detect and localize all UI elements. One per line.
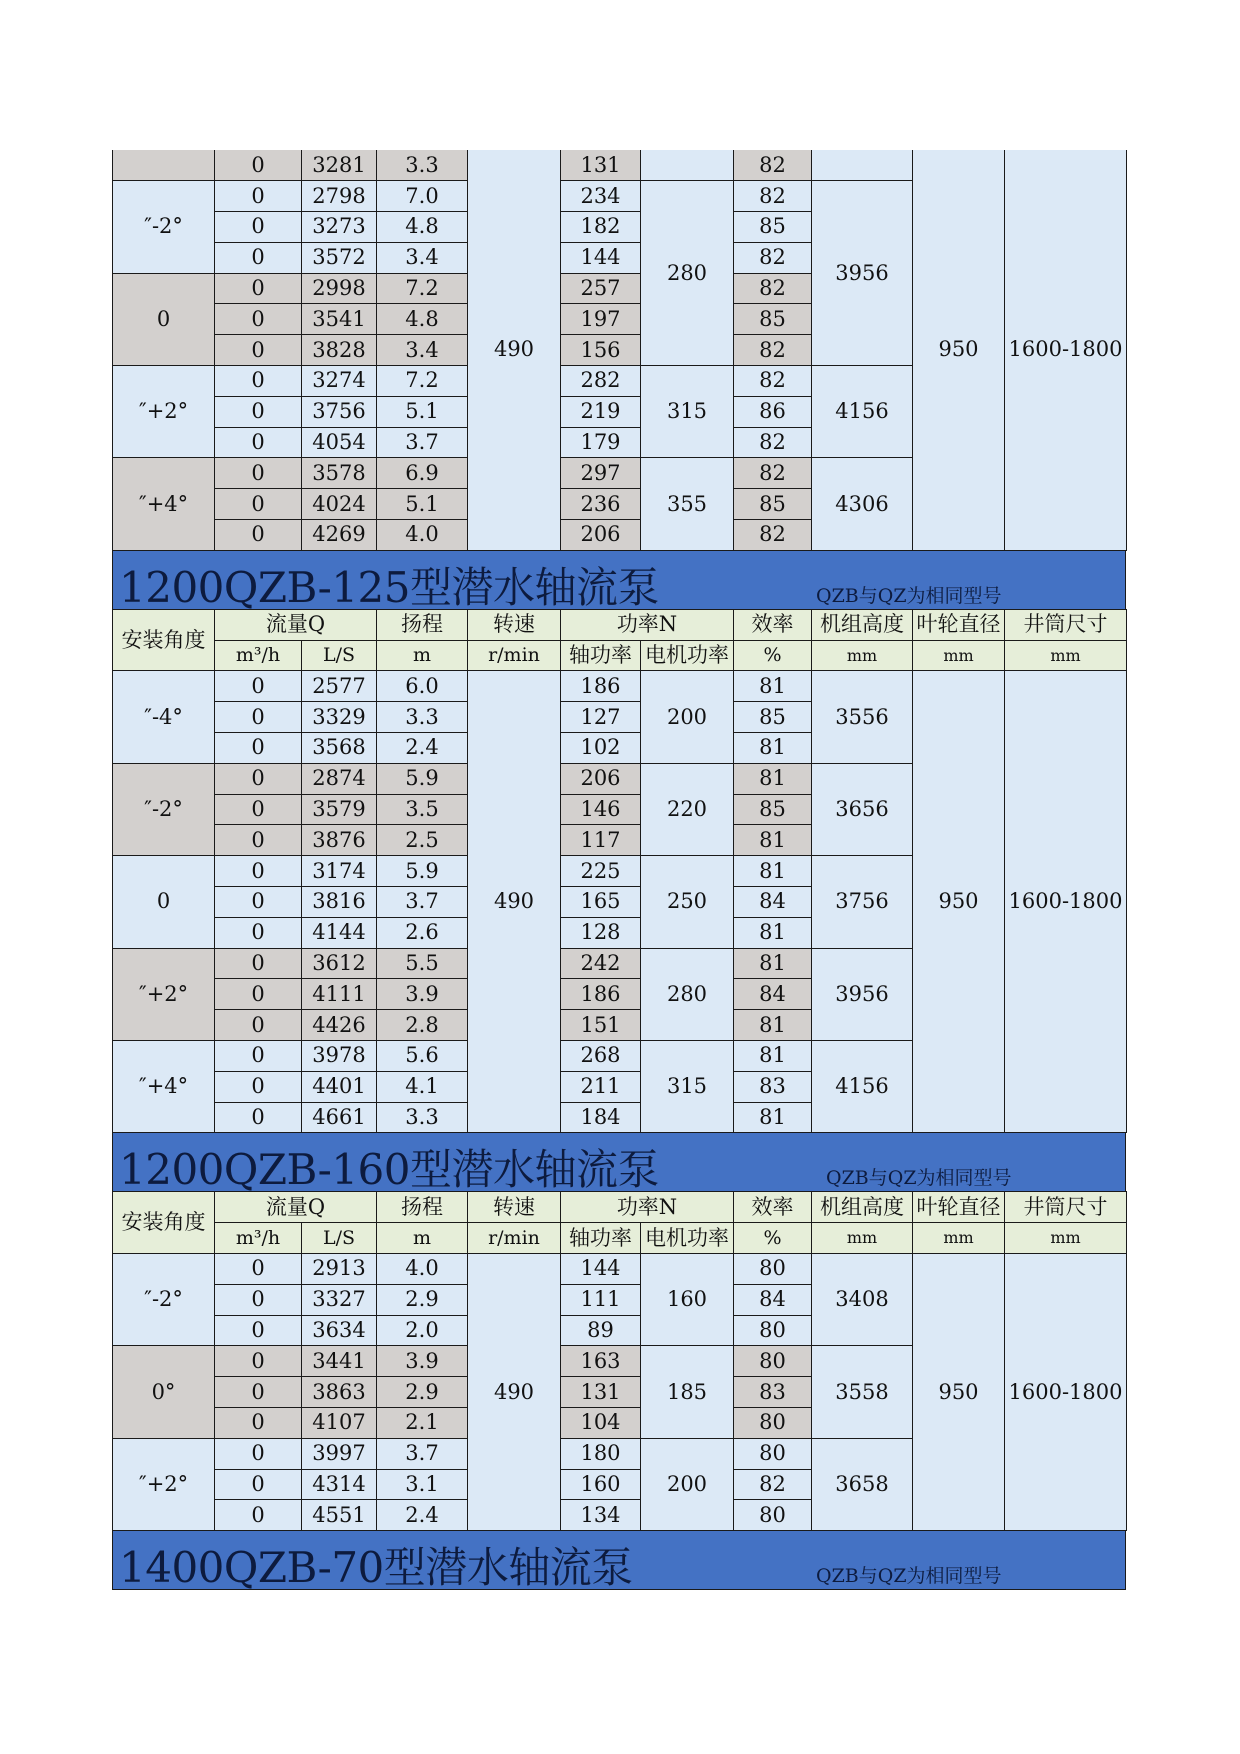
flow-m3h-cell: 0: [215, 794, 302, 825]
efficiency-cell: 80: [734, 1254, 812, 1285]
section-title: 1200QZB-160型潜水轴流泵: [119, 1145, 660, 1195]
header-shaft-power: 轴功率: [561, 1223, 641, 1254]
head-cell: 3.5: [377, 794, 468, 825]
flow-m3h-cell: 0: [215, 917, 302, 948]
efficiency-cell: 85: [734, 794, 812, 825]
header-flow-ls: L/S: [302, 640, 377, 671]
efficiency-cell: 82: [734, 366, 812, 397]
motor-power-cell: 355: [641, 458, 734, 550]
flow-m3h-cell: 0: [215, 948, 302, 979]
flow-ls-cell: 4111: [302, 979, 377, 1010]
flow-ls-cell: 4024: [302, 489, 377, 520]
head-cell: 3.9: [377, 1346, 468, 1377]
motor-power-cell: 315: [641, 1041, 734, 1133]
header-flow-m3h: m³/h: [215, 640, 302, 671]
unit-height-cell: 3956: [812, 181, 913, 366]
unit-height-cell: [812, 150, 913, 181]
head-cell: 7.2: [377, 273, 468, 304]
header-motor-power: 电机功率: [641, 1223, 734, 1254]
motor-power-cell: 280: [641, 181, 734, 366]
efficiency-cell: 81: [734, 763, 812, 794]
head-cell: 5.1: [377, 489, 468, 520]
unit-height-cell: 3756: [812, 856, 913, 948]
section-title-bar: [112, 1531, 1126, 1593]
header-head-unit: m: [377, 640, 468, 671]
flow-m3h-cell: 0: [215, 366, 302, 397]
flow-m3h-cell: 0: [215, 458, 302, 489]
flow-m3h-cell: 0: [215, 489, 302, 520]
flow-m3h-cell: 0: [215, 856, 302, 887]
header-speed: 转速: [468, 1192, 561, 1223]
unit-height-cell: 4156: [812, 1041, 913, 1133]
angle-cell: 0°: [113, 1346, 215, 1438]
flow-ls-cell: 3756: [302, 396, 377, 427]
shaft-power-cell: 144: [561, 242, 641, 273]
shaft-power-cell: 180: [561, 1438, 641, 1469]
efficiency-cell: 80: [734, 1315, 812, 1346]
efficiency-cell: 81: [734, 856, 812, 887]
unit-height-cell: 3408: [812, 1254, 913, 1346]
head-cell: 3.9: [377, 979, 468, 1010]
shaft-power-cell: 186: [561, 671, 641, 702]
table-row: [113, 671, 1127, 702]
efficiency-cell: 83: [734, 1377, 812, 1408]
flow-m3h-cell: 0: [215, 1071, 302, 1102]
shaft-power-cell: 268: [561, 1041, 641, 1072]
spec-table: [112, 1191, 1127, 1531]
shaft-power-cell: 151: [561, 1010, 641, 1041]
header-unit-height: 机组高度: [812, 609, 913, 640]
unit-height-cell: 4306: [812, 458, 913, 550]
header-well: 井筒尺寸: [1005, 609, 1127, 640]
shaft-power-cell: 160: [561, 1469, 641, 1500]
shaft-power-cell: 131: [561, 1377, 641, 1408]
header-power: 功率N: [561, 1192, 734, 1223]
motor-power-cell: 200: [641, 1438, 734, 1530]
efficiency-cell: 84: [734, 979, 812, 1010]
head-cell: 2.1: [377, 1407, 468, 1438]
unit-height-cell: 3556: [812, 671, 913, 763]
flow-ls-cell: 3568: [302, 733, 377, 764]
speed-cell: 490: [468, 1254, 561, 1531]
flow-ls-cell: 3273: [302, 212, 377, 243]
flow-m3h-cell: 0: [215, 1254, 302, 1285]
flow-m3h-cell: 0: [215, 396, 302, 427]
header-head: 扬程: [377, 609, 468, 640]
head-cell: 2.9: [377, 1377, 468, 1408]
flow-m3h-cell: 0: [215, 242, 302, 273]
flow-ls-cell: 3327: [302, 1284, 377, 1315]
flow-m3h-cell: 0: [215, 520, 302, 551]
head-cell: 2.9: [377, 1284, 468, 1315]
header-efficiency-unit: %: [734, 640, 812, 671]
efficiency-cell: 85: [734, 212, 812, 243]
motor-power-cell: 250: [641, 856, 734, 948]
unit-height-cell: 4156: [812, 366, 913, 458]
shaft-power-cell: 146: [561, 794, 641, 825]
shaft-power-cell: 236: [561, 489, 641, 520]
flow-m3h-cell: 0: [215, 733, 302, 764]
header-shaft-power: 轴功率: [561, 640, 641, 671]
header-flow-m3h: m³/h: [215, 1223, 302, 1254]
head-cell: 5.5: [377, 948, 468, 979]
flow-ls-cell: 3828: [302, 335, 377, 366]
shaft-power-cell: 206: [561, 520, 641, 551]
efficiency-cell: 82: [734, 242, 812, 273]
efficiency-cell: 81: [734, 1010, 812, 1041]
header-impeller-unit: mm: [913, 1223, 1005, 1254]
shaft-power-cell: 297: [561, 458, 641, 489]
efficiency-cell: 81: [734, 733, 812, 764]
shaft-power-cell: 111: [561, 1284, 641, 1315]
flow-ls-cell: 3863: [302, 1377, 377, 1408]
flow-m3h-cell: 0: [215, 671, 302, 702]
shaft-power-cell: 104: [561, 1407, 641, 1438]
head-cell: 2.4: [377, 1500, 468, 1531]
efficiency-cell: 80: [734, 1407, 812, 1438]
flow-ls-cell: 3274: [302, 366, 377, 397]
shaft-power-cell: 89: [561, 1315, 641, 1346]
flow-ls-cell: 3329: [302, 702, 377, 733]
section-note: QZB与QZ为相同型号: [816, 584, 1002, 607]
impeller-cell: 950: [913, 671, 1005, 1133]
header-flow: 流量Q: [215, 1192, 377, 1223]
flow-ls-cell: 4661: [302, 1102, 377, 1133]
shaft-power-cell: 134: [561, 1500, 641, 1531]
shaft-power-cell: 184: [561, 1102, 641, 1133]
shaft-power-cell: 128: [561, 917, 641, 948]
flow-m3h-cell: 0: [215, 1377, 302, 1408]
efficiency-cell: 81: [734, 825, 812, 856]
flow-ls-cell: 3816: [302, 887, 377, 918]
header-head-unit: m: [377, 1223, 468, 1254]
shaft-power-cell: 257: [561, 273, 641, 304]
head-cell: 3.7: [377, 1438, 468, 1469]
efficiency-cell: 82: [734, 273, 812, 304]
flow-m3h-cell: 0: [215, 212, 302, 243]
head-cell: 7.2: [377, 366, 468, 397]
efficiency-cell: 82: [734, 427, 812, 458]
well-cell: 1600-1800: [1005, 1254, 1127, 1531]
head-cell: 4.1: [377, 1071, 468, 1102]
unit-height-cell: 3956: [812, 948, 913, 1040]
efficiency-cell: 82: [734, 458, 812, 489]
shaft-power-cell: 131: [561, 150, 641, 181]
header-efficiency: 效率: [734, 609, 812, 640]
speed-cell: 490: [468, 150, 561, 550]
header-impeller: 叶轮直径: [913, 609, 1005, 640]
flow-m3h-cell: 0: [215, 304, 302, 335]
flow-ls-cell: 4269: [302, 520, 377, 551]
motor-power-cell: 160: [641, 1254, 734, 1346]
shaft-power-cell: 282: [561, 366, 641, 397]
shaft-power-cell: 156: [561, 335, 641, 366]
head-cell: 3.3: [377, 150, 468, 181]
flow-m3h-cell: 0: [215, 335, 302, 366]
flow-ls-cell: 3281: [302, 150, 377, 181]
flow-m3h-cell: 0: [215, 702, 302, 733]
head-cell: 2.5: [377, 825, 468, 856]
flow-m3h-cell: 0: [215, 887, 302, 918]
pump-spec-sheet: [112, 150, 1126, 1593]
header-efficiency-unit: %: [734, 1223, 812, 1254]
head-cell: 2.0: [377, 1315, 468, 1346]
head-cell: 6.9: [377, 458, 468, 489]
unit-height-cell: 3558: [812, 1346, 913, 1438]
well-cell: 1600-1800: [1005, 150, 1127, 550]
head-cell: 3.7: [377, 887, 468, 918]
efficiency-cell: 81: [734, 671, 812, 702]
flow-ls-cell: 2998: [302, 273, 377, 304]
shaft-power-cell: 182: [561, 212, 641, 243]
unit-height-cell: 3658: [812, 1438, 913, 1530]
shaft-power-cell: 242: [561, 948, 641, 979]
flow-m3h-cell: 0: [215, 1041, 302, 1072]
header-well-unit: mm: [1005, 1223, 1127, 1254]
flow-m3h-cell: 0: [215, 1500, 302, 1531]
flow-ls-cell: 4107: [302, 1407, 377, 1438]
head-cell: 5.9: [377, 856, 468, 887]
impeller-cell: 950: [913, 1254, 1005, 1531]
flow-ls-cell: 4551: [302, 1500, 377, 1531]
flow-m3h-cell: 0: [215, 1315, 302, 1346]
efficiency-cell: 86: [734, 396, 812, 427]
flow-m3h-cell: 0: [215, 1284, 302, 1315]
flow-ls-cell: 3541: [302, 304, 377, 335]
head-cell: 3.3: [377, 1102, 468, 1133]
flow-ls-cell: 4401: [302, 1071, 377, 1102]
angle-cell: ″-2°: [113, 181, 215, 273]
header-unit-height: 机组高度: [812, 1192, 913, 1223]
efficiency-cell: 84: [734, 887, 812, 918]
flow-ls-cell: 3578: [302, 458, 377, 489]
head-cell: 4.0: [377, 1254, 468, 1285]
flow-ls-cell: 2913: [302, 1254, 377, 1285]
efficiency-cell: 85: [734, 304, 812, 335]
header-height-unit: mm: [812, 640, 913, 671]
efficiency-cell: 82: [734, 150, 812, 181]
angle-cell: 0: [113, 856, 215, 948]
table-row: [113, 150, 1127, 181]
header-motor-power: 电机功率: [641, 640, 734, 671]
flow-ls-cell: 4314: [302, 1469, 377, 1500]
flow-ls-cell: 3978: [302, 1041, 377, 1072]
flow-ls-cell: 3579: [302, 794, 377, 825]
efficiency-cell: 85: [734, 702, 812, 733]
flow-ls-cell: 3441: [302, 1346, 377, 1377]
head-cell: 2.4: [377, 733, 468, 764]
head-cell: 5.9: [377, 763, 468, 794]
motor-power-cell: 220: [641, 763, 734, 855]
flow-m3h-cell: 0: [215, 1346, 302, 1377]
speed-cell: 490: [468, 671, 561, 1133]
header-speed: 转速: [468, 609, 561, 640]
flow-ls-cell: 4426: [302, 1010, 377, 1041]
head-cell: 4.0: [377, 520, 468, 551]
header-efficiency: 效率: [734, 1192, 812, 1223]
efficiency-cell: 84: [734, 1284, 812, 1315]
angle-cell: ″-2°: [113, 1254, 215, 1346]
header-well: 井筒尺寸: [1005, 1192, 1127, 1223]
header-power: 功率N: [561, 609, 734, 640]
head-cell: 3.7: [377, 427, 468, 458]
section-title: 1200QZB-125型潜水轴流泵: [119, 562, 660, 612]
flow-m3h-cell: 0: [215, 427, 302, 458]
motor-power-cell: [641, 150, 734, 181]
head-cell: 7.0: [377, 181, 468, 212]
head-cell: 5.1: [377, 396, 468, 427]
shaft-power-cell: 102: [561, 733, 641, 764]
angle-cell: ″+2°: [113, 366, 215, 458]
shaft-power-cell: 127: [561, 702, 641, 733]
flow-ls-cell: 4054: [302, 427, 377, 458]
angle-cell: ″+2°: [113, 1438, 215, 1530]
head-cell: 6.0: [377, 671, 468, 702]
header-angle: 安装角度: [113, 609, 215, 671]
header-impeller-unit: mm: [913, 640, 1005, 671]
shaft-power-cell: 197: [561, 304, 641, 335]
flow-m3h-cell: 0: [215, 1407, 302, 1438]
section-title: 1400QZB-70型潜水轴流泵: [119, 1543, 633, 1593]
header-speed-unit: r/min: [468, 1223, 561, 1254]
head-cell: 3.3: [377, 702, 468, 733]
flow-m3h-cell: 0: [215, 273, 302, 304]
head-cell: 3.1: [377, 1469, 468, 1500]
efficiency-cell: 82: [734, 335, 812, 366]
angle-cell: ″-2°: [113, 763, 215, 855]
flow-ls-cell: 2874: [302, 763, 377, 794]
flow-m3h-cell: 0: [215, 150, 302, 181]
header-head: 扬程: [377, 1192, 468, 1223]
header-well-unit: mm: [1005, 640, 1127, 671]
shaft-power-cell: 163: [561, 1346, 641, 1377]
angle-cell: ″+4°: [113, 1041, 215, 1133]
angle-cell: ″+2°: [113, 948, 215, 1040]
head-cell: 4.8: [377, 304, 468, 335]
flow-ls-cell: 3612: [302, 948, 377, 979]
flow-ls-cell: 3572: [302, 242, 377, 273]
flow-ls-cell: 3997: [302, 1438, 377, 1469]
flow-ls-cell: 4144: [302, 917, 377, 948]
unit-height-cell: 3656: [812, 763, 913, 855]
flow-m3h-cell: 0: [215, 825, 302, 856]
head-cell: 5.6: [377, 1041, 468, 1072]
spec-table: [112, 150, 1127, 551]
shaft-power-cell: 234: [561, 181, 641, 212]
efficiency-cell: 85: [734, 489, 812, 520]
section-title-bar: [112, 1133, 1126, 1195]
flow-m3h-cell: 0: [215, 1469, 302, 1500]
shaft-power-cell: 225: [561, 856, 641, 887]
flow-ls-cell: 3876: [302, 825, 377, 856]
head-cell: 3.4: [377, 242, 468, 273]
flow-ls-cell: 3174: [302, 856, 377, 887]
motor-power-cell: 315: [641, 366, 734, 458]
header-flow: 流量Q: [215, 609, 377, 640]
shaft-power-cell: 219: [561, 396, 641, 427]
shaft-power-cell: 186: [561, 979, 641, 1010]
shaft-power-cell: 117: [561, 825, 641, 856]
well-cell: 1600-1800: [1005, 671, 1127, 1133]
shaft-power-cell: 179: [561, 427, 641, 458]
header-height-unit: mm: [812, 1223, 913, 1254]
efficiency-cell: 82: [734, 1469, 812, 1500]
efficiency-cell: 80: [734, 1346, 812, 1377]
shaft-power-cell: 144: [561, 1254, 641, 1285]
efficiency-cell: 80: [734, 1500, 812, 1531]
section-note: QZB与QZ为相同型号: [826, 1167, 1012, 1190]
spec-table: [112, 609, 1127, 1134]
motor-power-cell: 200: [641, 671, 734, 763]
flow-m3h-cell: 0: [215, 1438, 302, 1469]
efficiency-cell: 80: [734, 1438, 812, 1469]
head-cell: 3.4: [377, 335, 468, 366]
motor-power-cell: 185: [641, 1346, 734, 1438]
angle-cell: 0: [113, 273, 215, 365]
table-row: [113, 1254, 1127, 1285]
shaft-power-cell: 206: [561, 763, 641, 794]
efficiency-cell: 81: [734, 917, 812, 948]
shaft-power-cell: 165: [561, 887, 641, 918]
flow-m3h-cell: 0: [215, 1010, 302, 1041]
shaft-power-cell: 211: [561, 1071, 641, 1102]
flow-m3h-cell: 0: [215, 1102, 302, 1133]
header-angle: 安装角度: [113, 1192, 215, 1254]
efficiency-cell: 82: [734, 181, 812, 212]
flow-ls-cell: 3634: [302, 1315, 377, 1346]
efficiency-cell: 81: [734, 948, 812, 979]
angle-cell: [113, 150, 215, 181]
flow-m3h-cell: 0: [215, 979, 302, 1010]
motor-power-cell: 280: [641, 948, 734, 1040]
section-title-bar: [112, 551, 1126, 612]
efficiency-cell: 83: [734, 1071, 812, 1102]
head-cell: 4.8: [377, 212, 468, 243]
flow-m3h-cell: 0: [215, 763, 302, 794]
header-impeller: 叶轮直径: [913, 1192, 1005, 1223]
angle-cell: ″+4°: [113, 458, 215, 550]
header-flow-ls: L/S: [302, 1223, 377, 1254]
efficiency-cell: 82: [734, 520, 812, 551]
section-note: QZB与QZ为相同型号: [816, 1565, 1002, 1588]
head-cell: 2.8: [377, 1010, 468, 1041]
flow-ls-cell: 2798: [302, 181, 377, 212]
impeller-cell: 950: [913, 150, 1005, 550]
efficiency-cell: 81: [734, 1041, 812, 1072]
head-cell: 2.6: [377, 917, 468, 948]
header-speed-unit: r/min: [468, 640, 561, 671]
flow-m3h-cell: 0: [215, 181, 302, 212]
efficiency-cell: 81: [734, 1102, 812, 1133]
angle-cell: ″-4°: [113, 671, 215, 763]
flow-ls-cell: 2577: [302, 671, 377, 702]
